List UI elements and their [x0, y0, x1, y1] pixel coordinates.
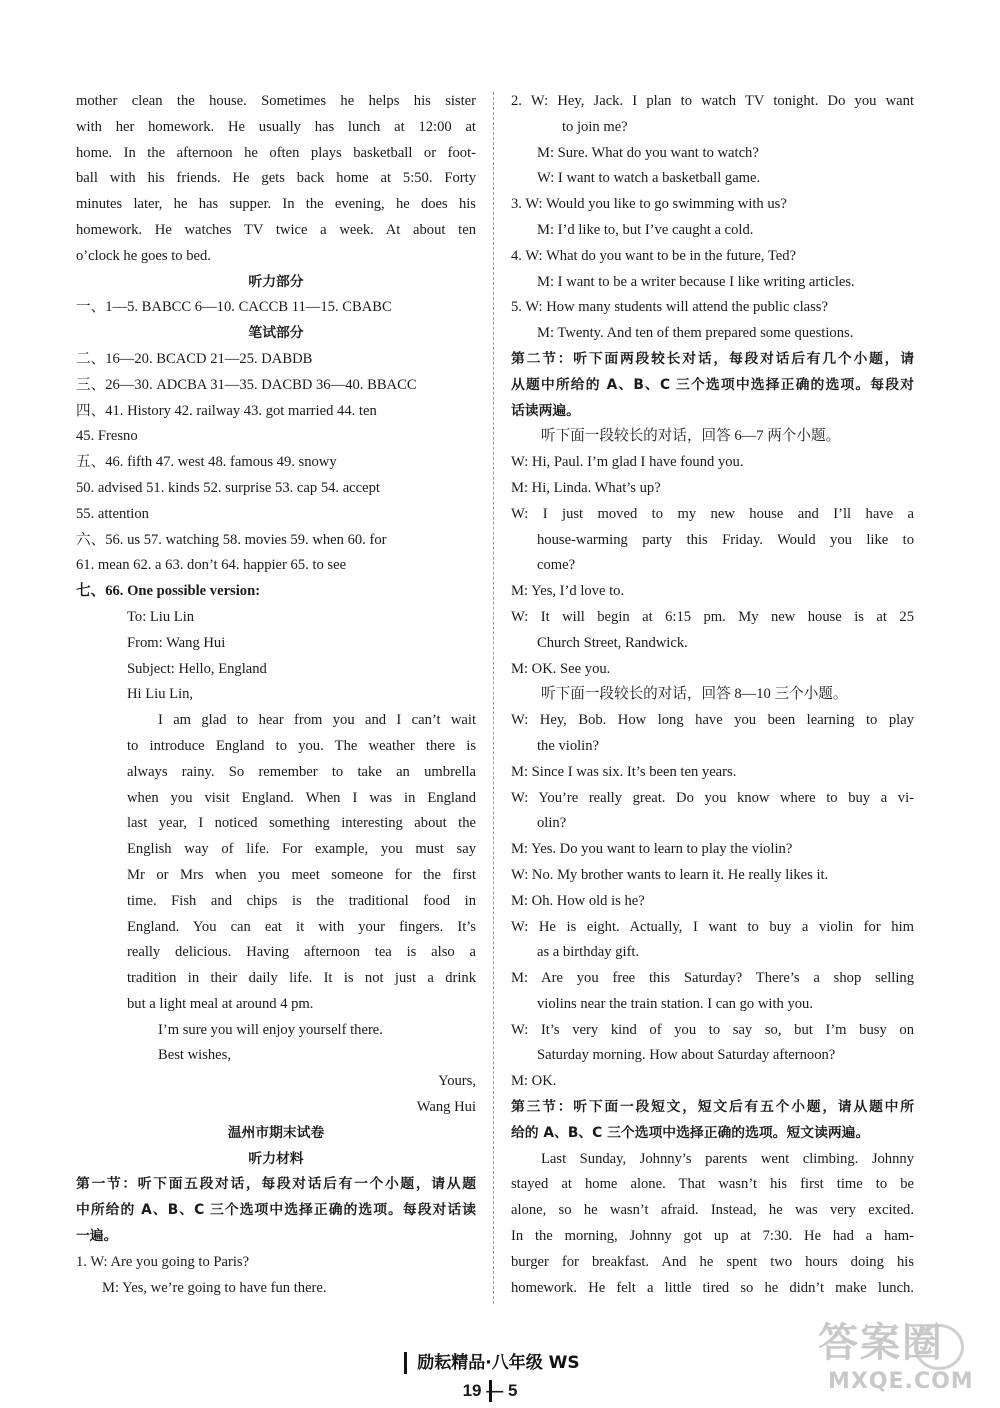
right-column-line: the violin?: [537, 737, 600, 754]
watermark-url: MXQE.COM: [828, 1369, 974, 1394]
right-column-line: 从题中所给的 A、B、C 三个选项中选择正确的选项。每段对: [511, 376, 914, 393]
right-column-line: W: It’s very kind of you to say so, but I’m busy on: [511, 1021, 914, 1038]
right-column-line: homework. He felt a little tired so he didn’t make lunch.: [511, 1279, 914, 1296]
left-column-line: 七、66. One possible version:: [76, 583, 261, 600]
right-column-line: as a birthday gift.: [537, 944, 640, 961]
left-column-line: to introduce England to you. The weather there is: [127, 737, 476, 754]
left-column-line: From: Wang Hui: [127, 634, 226, 651]
left-column-line: 第一节：听下面五段对话，每段对话后有一个小题，请从题: [76, 1176, 476, 1193]
left-column-line: 四、41. History 42. railway 43. got married 44. ten: [76, 402, 377, 419]
left-column-line: 三、26—30. ADCBA 31—35. DACBD 36—40. BBACC: [76, 376, 417, 393]
watermark: [818, 1320, 978, 1402]
right-column-line: M: Are you free this Saturday? There’s a shop selling: [511, 970, 914, 987]
right-column-line: In the morning, Johnny got up at 7:30. He had a ham-: [511, 1228, 914, 1245]
right-column-line: 第三节：听下面一段短文，短文后有五个小题，请从题中所: [511, 1099, 914, 1116]
left-column-line: 温州市期末试卷: [227, 1124, 325, 1141]
right-column-line: 话读两遍。: [511, 402, 580, 419]
left-column-line: ball with his friends. He gets back home at 5:50. Forty: [76, 170, 476, 187]
left-column-line: o’clock he goes to bed.: [76, 247, 211, 264]
right-column-line: M: OK.: [511, 1073, 557, 1090]
right-column-line: W: Hi, Paul. I’m glad I have found you.: [511, 454, 744, 471]
left-column-line: but a light meal at around 4 pm.: [127, 995, 314, 1012]
right-column-line: 听下面一段较长的对话，回答 8—10 三个小题。: [541, 686, 848, 703]
right-column-line: come?: [537, 557, 576, 574]
right-column-line: W: No. My brother wants to learn it. He really likes it.: [511, 866, 829, 883]
right-column-line: Church Street, Randwick.: [537, 634, 688, 651]
right-column-line: W: It will begin at 6:15 pm. My new house is at 25: [511, 608, 914, 625]
left-column-line: home. In the afternoon he often plays basketball or foot-: [76, 144, 476, 161]
left-column-line: England. You can eat it with your fingers. It’s: [127, 918, 476, 935]
right-column-line: M: OK. See you.: [511, 660, 611, 677]
left-column-line: 61. mean 62. a 63. don’t 64. happier 65. to see: [76, 557, 347, 574]
right-column-line: M: Hi, Linda. What’s up?: [511, 479, 661, 496]
left-column-line: I am glad to hear from you and I can’t wait: [158, 712, 476, 729]
left-column-line: 55. attention: [76, 505, 149, 522]
left-column-line: To: Liu Lin: [127, 608, 195, 625]
left-column-line: 中所给的 A、B、C 三个选项中选择正确的选项。每段对话读: [76, 1202, 476, 1219]
left-column-line: 听力材料: [248, 1150, 304, 1167]
page-number: 19 — 5: [462, 1381, 518, 1400]
left-column-line: M: Yes, we’re going to have fun there.: [102, 1279, 327, 1296]
left-column-line: Wang Hui: [416, 1099, 476, 1116]
right-column-line: W: Hey, Bob. How long have you been learning to play: [511, 712, 914, 729]
right-column-line: M: Twenty. And ten of them prepared some questions.: [537, 325, 854, 342]
right-column-line: house-warming party this Friday. Would you like to: [537, 531, 914, 548]
left-column-line: Subject: Hello, England: [127, 660, 267, 677]
right-column-line: stayed at home alone. That wasn’t his first time to be: [511, 1176, 914, 1193]
left-column-line: homework. He watches TV twice a week. At about ten: [76, 221, 476, 238]
right-column-line: 第二节：听下面两段较长对话，每段对话后有几个小题，请: [511, 350, 914, 367]
left-column-line: Mr or Mrs when you meet someone for the first: [127, 866, 476, 883]
left-column-line: Yours,: [438, 1073, 476, 1090]
right-column-line: M: Sure. What do you want to watch?: [537, 144, 759, 161]
left-column-line: 二、16—20. BCACD 21—25. DABDB: [76, 350, 313, 367]
right-column-line: 2. W: Hey, Jack. I plan to watch TV tonight. Do you want: [511, 93, 914, 109]
right-column-line: Saturday morning. How about Saturday afternoon?: [537, 1047, 836, 1064]
left-column-line: with her homework. He usually has lunch at 12:00 at: [76, 118, 476, 135]
footer-brand: [395, 1349, 585, 1377]
right-column-line: violins near the train station. I can go with you.: [537, 995, 814, 1012]
left-column-line: Hi Liu Lin,: [127, 686, 194, 703]
right-column-line: M: Oh. How old is he?: [511, 892, 645, 909]
left-column-line: minutes later, he has supper. In the evening, he does his: [76, 196, 476, 213]
right-column-line: Last Sunday, Johnny’s parents went climbing. Johnny: [541, 1150, 914, 1167]
left-column-line: always rainy. So remember to take an umbrella: [127, 763, 476, 780]
left-column: [76, 89, 476, 1301]
left-column-line: 一、1—5. BABCC 6—10. CACCB 11—15. CBABC: [76, 299, 392, 316]
left-column-line: English way of life. For example, you must say: [127, 841, 476, 858]
column-divider: [493, 92, 494, 1304]
left-column-line: Best wishes,: [158, 1047, 231, 1064]
right-column-line: to join me?: [562, 118, 628, 135]
right-column: [511, 89, 914, 1301]
left-column-line: 六、56. us 57. watching 58. movies 59. when 60. for: [76, 531, 387, 548]
left-column-line: 1. W: Are you going to Paris?: [76, 1253, 250, 1270]
right-column-line: M: Yes, I’d love to.: [511, 583, 625, 600]
left-column-line: last year, I noticed something interesting about the: [127, 815, 476, 832]
left-column-line: time. Fish and chips is the traditional food in: [127, 892, 476, 909]
left-column-line: 一遍。: [76, 1228, 118, 1245]
left-column-line: 听力部分: [248, 273, 304, 290]
brand-bar-left: [404, 1352, 407, 1374]
watermark-text: 答案圈: [818, 1320, 944, 1366]
left-column-line: 五、46. fifth 47. west 48. famous 49. snowy: [76, 454, 337, 471]
left-column-line: 笔试部分: [248, 325, 304, 342]
right-column-line: burger for breakfast. And he spent two hours doing his: [511, 1253, 914, 1270]
right-column-line: M: I’d like to, but I’ve caught a cold.: [537, 221, 754, 238]
left-column-line: 45. Fresno: [76, 428, 138, 445]
right-column-line: W: I want to watch a basketball game.: [537, 170, 761, 187]
right-column-line: M: Since I was six. It’s been ten years.: [511, 763, 737, 780]
right-column-line: alone, so he wasn’t afraid. Instead, he was very excited.: [511, 1202, 914, 1219]
left-column-line: I’m sure you will enjoy yourself there.: [158, 1021, 383, 1038]
left-column-line: mother clean the house. Sometimes he helps his sister: [76, 93, 476, 109]
right-column-line: W: He is eight. Actually, I want to buy a violin for him: [511, 918, 914, 935]
right-column-line: 给的 A、B、C 三个选项中选择正确的选项。短文读两遍。: [511, 1124, 870, 1141]
left-column-line: really delicious. Having afternoon tea is also a: [127, 944, 476, 961]
right-column-line: 听下面一段较长的对话，回答 6—7 两个小题。: [541, 428, 841, 445]
right-column-line: M: Yes. Do you want to learn to play the violin?: [511, 841, 793, 858]
brand-text: 励耘精品·八年级 WS: [417, 1353, 580, 1373]
right-column-line: 5. W: How many students will attend the public class?: [511, 299, 828, 316]
right-column-line: 4. W: What do you want to be in the future, Ted?: [511, 247, 796, 264]
right-column-line: 3. W: Would you like to go swimming with us?: [511, 196, 787, 213]
left-column-line: when you visit England. When I was in England: [127, 789, 476, 806]
right-column-line: M: I want to be a writer because I like writing articles.: [537, 273, 855, 290]
right-column-line: W: I just moved to my new house and I’ll have a: [511, 505, 914, 522]
right-column-line: olin?: [537, 815, 567, 832]
left-column-line: tradition in their daily life. It is not just a drink: [127, 970, 476, 987]
left-column-line: 50. advised 51. kinds 52. surprise 53. cap 54. accept: [76, 479, 380, 496]
right-column-line: W: You’re really great. Do you know where to buy a vi-: [511, 789, 914, 806]
